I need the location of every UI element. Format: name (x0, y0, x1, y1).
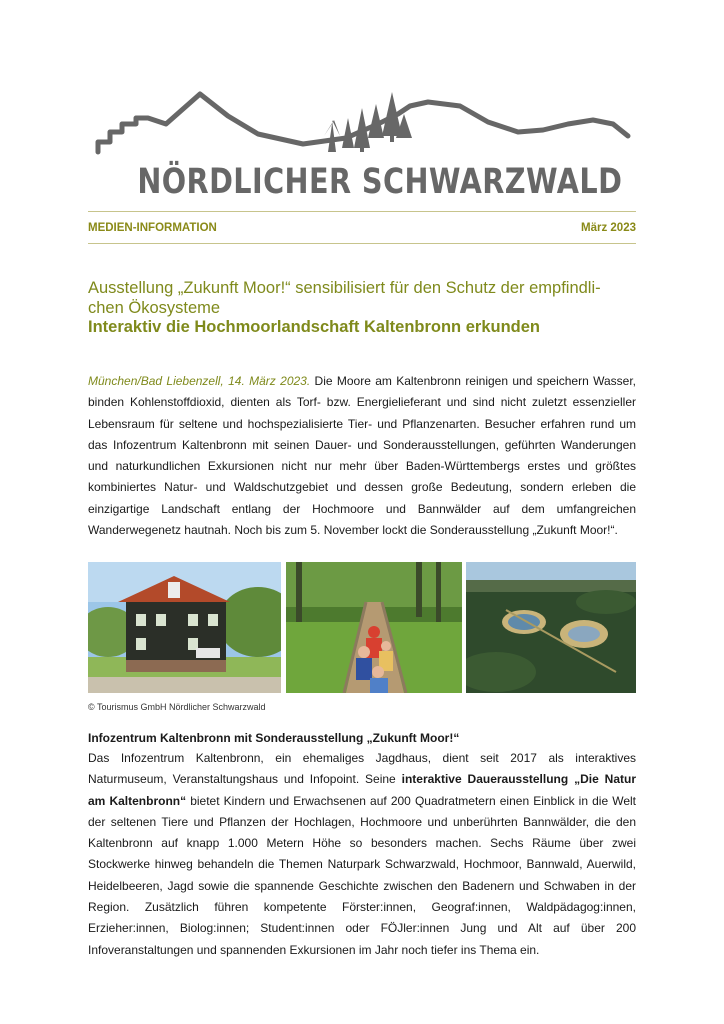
photo-caption: © Tourismus GmbH Nördlicher Schwarzwald (88, 702, 266, 712)
page-headline: Ausstellung „Zukunft Moor!“ sensibilisiert für den Schutz der empfindli-chen Ökosysteme (88, 279, 601, 317)
section-text-1: Das Infozentrum Kaltenbronn, ein ehemaliges Jagdhaus, dient seit 2017 als interaktives Naturmuseum, Veranstaltungshaus und Infopoint. Seine (88, 751, 636, 787)
dateline: München/Bad Liebenzell, 14. März 2023. (88, 374, 311, 388)
brand-logo (88, 86, 636, 216)
document-meta (88, 222, 636, 234)
skyline-mountains-trees-logo (88, 86, 636, 166)
logo-wordmark: NÖRDLICHER SCHWARZWALD (137, 162, 623, 202)
section-bold-text: interaktive Dauerausstellung „Die Natur am Kaltenbronn“ (88, 772, 636, 808)
header-bottom-rule (88, 243, 636, 244)
photo-strip (88, 562, 636, 693)
section-paragraph (88, 748, 636, 961)
header-top-rule (88, 211, 636, 212)
intro-text: Die Moore am Kaltenbronn reinigen und speichern Wasser, binden Kohlenstoffdioxid, dienten als Torf- bzw. Energielieferant und sind nicht zuletzt essenzieller Lebensraum für seltene und hochspezialisierte Tier- und Pflanzenarten. Besucher erfahren rund um das Infozentrum Kaltenbronn mit seinen Dauer- und Sonderausstellungen, geführten Wanderungen und naturkundlichen Exkursionen nicht nur mehr über Baden-Württembergs erstes und größtes kombiniertes Natur- und Waldschutzgebiet und dessen große Bedeutung, sondern erleben die einzigartige Landschaft entlang der Hochmoore und Bannwälder auf dem umfangreichen Wanderwegenetz hautnah. Noch bis zum 5. November lockt die Sonderausstellung „Zukunft Moor!“. (88, 374, 636, 538)
intro-paragraph (88, 371, 636, 541)
document-date: März 2023 (581, 222, 636, 234)
section-text-2: bietet Kindern und Erwachsenen auf 200 Quadratmetern einen Einblick in die Welt der seltenen Tiere und Pflanzen der Hochlagen, Hochmoore und unberührten Bannwälder, die den Kaltenbronn auf knapp 1.000 Metern Höhe so besonders machen. Sechs Räume über zwei Stockwerke hinweg behandeln die Themen Naturpark Schwarzwald, Hochmoor, Bannwald, Auerwild, Heidelbeeren, Jagd sowie die spannende Geschichte zwischen den Badenern und Schwaben in der Region. Zusätzlich führen kompetente Förster:innen, Geograf:innen, Waldpädagog:innen, Erzieher:innen, Biolog:innen; Student:innen oder FÖJler:innen Jung und Alt auf über 200 Infoveranstaltungen und spannenden Exkursionen im Jahr noch tiefer ins Thema ein. (88, 793, 636, 957)
boardwalk-hikers-photo (286, 562, 462, 693)
page-subheadline: Interaktiv die Hochmoorlandschaft Kaltenbronn erkunden (88, 318, 540, 336)
media-info-label: MEDIEN-INFORMATION (88, 222, 217, 234)
infozentrum-house-photo (88, 562, 281, 693)
section-title: Infozentrum Kaltenbronn mit Sonderausstellung „Zukunft Moor!“ (88, 731, 460, 745)
aerial-moor-lakes-photo (466, 562, 636, 693)
